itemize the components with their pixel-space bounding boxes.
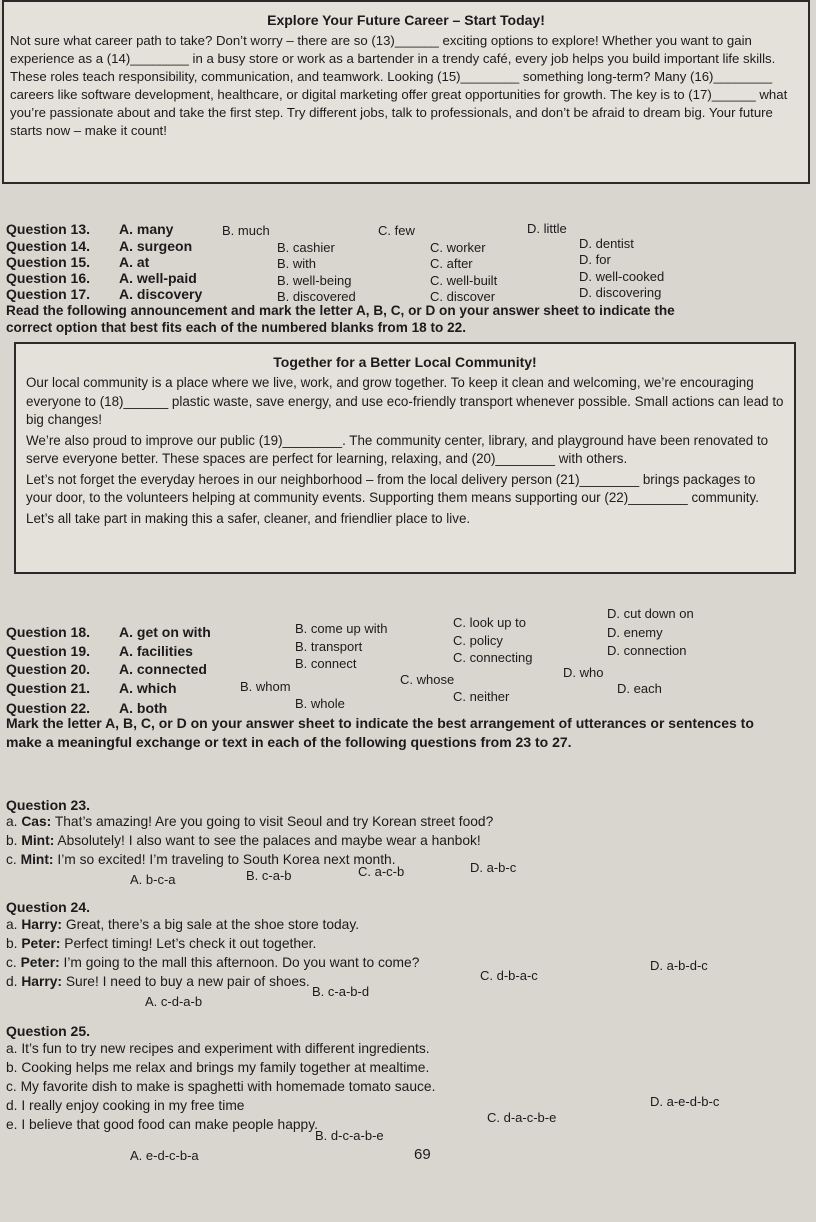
q20-option-d[interactable]: D. connection	[607, 643, 687, 658]
instruction-18-22: Read the following announcement and mark the letter A, B, C, or D on your answer sheet to indicate the correct option that best fits each of the numbered blanks from 18 to 22.	[6, 303, 675, 335]
q18-option-c[interactable]: C. look up to	[453, 615, 526, 630]
q15-option-a[interactable]: A. at	[119, 254, 150, 270]
q13-option-c[interactable]: C. few	[378, 223, 415, 238]
passage-2-p1: Our local community is a place where we live, work, and grow together. To keep it clean and welcoming, we’re encouraging everyone to (18)______ plastic waste, save energy, and use eco-friendly transport whenever possible. Small actions can lead to big changes!	[26, 375, 784, 427]
q19-option-a[interactable]: A. facilities	[119, 643, 193, 659]
q17-option-c[interactable]: C. discover	[430, 289, 496, 304]
q25-option-d[interactable]: D. a-e-d-b-c	[650, 1094, 720, 1109]
q24-option-c[interactable]: C. d-b-a-c	[480, 968, 538, 983]
q17-label: Question 17.	[6, 286, 91, 302]
q25-option-c[interactable]: C. d-a-c-b-e	[487, 1110, 557, 1125]
q14-label: Question 14.	[6, 238, 91, 254]
q21-option-c[interactable]: C. whose	[400, 672, 455, 687]
q23-option-b[interactable]: B. c-a-b	[246, 868, 292, 883]
q23-line-a: a. Cas: That’s amazing! Are you going to visit Seoul and try Korean street food?	[6, 814, 494, 829]
q17-option-a[interactable]: A. discovery	[119, 286, 203, 302]
q21-label: Question 21.	[6, 680, 91, 696]
q17-option-b[interactable]: B. discovered	[277, 289, 356, 304]
q16-option-a[interactable]: A. well-paid	[119, 270, 197, 286]
page-number: 69	[414, 1146, 431, 1163]
q24-option-b[interactable]: B. c-a-b-d	[312, 984, 370, 999]
q25-line-e: e. I believe that good food can make people happy.	[6, 1117, 318, 1132]
passage-1-text: Not sure what career path to take? Don’t worry – there are so (13)______ exciting options to explore! Whether you want to gain experience as a (14)________ in a busy store or work as a bartender in a trendy café, every job helps you build important life skills. These roles teach responsibility, communication, and teamwork. Looking (15)________ something long-term? Many (16)________ careers like software development, healthcare, or digital marketing offer great opportunities for growth. The key is to (17)______ what you’re passionate about and take the first step. Try different jobs, talk to professionals, and don’t be afraid to dream big. Your future starts now – make it count!	[10, 33, 788, 138]
q19-option-c[interactable]: C. policy	[453, 633, 503, 648]
q23-line-b: b. Mint: Absolutely! I also want to see the palaces and maybe wear a hanbok!	[6, 833, 481, 848]
q14-option-c[interactable]: C. worker	[430, 240, 486, 255]
q24-line-a: a. Harry: Great, there’s a big sale at the shoe store today.	[6, 917, 360, 932]
q25-line-a: a. It’s fun to try new recipes and experiment with different ingredients.	[6, 1041, 430, 1056]
q15-option-c[interactable]: C. after	[430, 256, 473, 271]
q19-label: Question 19.	[6, 643, 91, 659]
q25-line-b: b. Cooking helps me relax and brings my family together at mealtime.	[6, 1060, 430, 1075]
q14-option-a[interactable]: A. surgeon	[119, 238, 193, 254]
q20-option-c[interactable]: C. connecting	[453, 650, 533, 665]
q23-option-d[interactable]: D. a-b-c	[470, 860, 517, 875]
passage-2-box	[14, 342, 796, 574]
q20-option-b[interactable]: B. connect	[295, 656, 357, 671]
q24-line-c: c. Peter: I’m going to the mall this afternoon. Do you want to come?	[6, 955, 420, 970]
q15-option-d[interactable]: D. for	[579, 252, 611, 267]
q13-option-d[interactable]: D. little	[527, 221, 567, 236]
q25-label: Question 25.	[6, 1023, 91, 1039]
q19-option-d[interactable]: D. enemy	[607, 625, 663, 640]
q18-option-b[interactable]: B. come up with	[295, 621, 388, 636]
passage-2-title: Together for a Better Local Community!	[273, 354, 537, 370]
q13-label: Question 13.	[6, 221, 91, 237]
q22-label: Question 22.	[6, 700, 91, 716]
q23-line-c: c. Mint: I’m so excited! I’m traveling to South Korea next month.	[6, 852, 396, 867]
q15-label: Question 15.	[6, 254, 91, 270]
instruction-23-27: Mark the letter A, B, C, or D on your answer sheet to indicate the best arrangement of utterances or sentences to make a meaningful exchange or text in each of the following questions from 23 to 27.	[6, 715, 754, 750]
q22-option-d[interactable]: D. each	[617, 681, 662, 696]
q20-label: Question 20.	[6, 661, 91, 677]
q21-option-b[interactable]: B. whom	[240, 679, 291, 694]
q21-option-d[interactable]: D. who	[563, 665, 604, 680]
q24-line-b: b. Peter: Perfect timing! Let’s check it out together.	[6, 936, 317, 951]
passage-1-title: Explore Your Future Career – Start Today!	[267, 12, 545, 28]
q25-option-b[interactable]: B. d-c-a-b-e	[315, 1128, 384, 1143]
q18-option-a[interactable]: A. get on with	[119, 624, 211, 640]
q25-line-c: c. My favorite dish to make is spaghetti with homemade tomato sauce.	[6, 1079, 436, 1094]
q16-option-c[interactable]: C. well-built	[430, 273, 498, 288]
passage-1-box	[2, 0, 810, 184]
q13-option-a[interactable]: A. many	[119, 221, 174, 237]
q16-option-d[interactable]: D. well-cooked	[579, 269, 665, 284]
q24-line-d: d. Harry: Sure! I need to buy a new pair of shoes.	[6, 974, 310, 989]
q21-option-a[interactable]: A. which	[119, 680, 177, 696]
passage-2-p2: We’re also proud to improve our public (19)________. The community center, library, and playground have been renovated to serve everyone better. These spaces are perfect for learning, relaxing, and (20)________ with others.	[26, 432, 769, 466]
q23-option-c[interactable]: C. a-c-b	[358, 864, 405, 879]
q22-option-b[interactable]: B. whole	[295, 696, 345, 711]
q20-option-a[interactable]: A. connected	[119, 661, 207, 677]
q16-option-b[interactable]: B. well-being	[277, 273, 352, 288]
passage-2-p4: Let’s all take part in making this a safer, cleaner, and friendlier place to live.	[26, 510, 471, 526]
q14-option-b[interactable]: B. cashier	[277, 240, 335, 255]
q14-option-d[interactable]: D. dentist	[579, 236, 634, 251]
q18-option-d[interactable]: D. cut down on	[607, 606, 694, 621]
q24-label: Question 24.	[6, 899, 91, 915]
q25-option-a[interactable]: A. e-d-c-b-a	[130, 1148, 199, 1163]
q24-option-d[interactable]: D. a-b-d-c	[650, 958, 708, 973]
passage-2-p3: Let’s not forget the everyday heroes in our neighborhood – from the local delivery person (21)________ brings packages to your door, to the volunteers helping at community events. Supporting them means supporting our (22)________ community.	[26, 471, 759, 505]
q19-option-b[interactable]: B. transport	[295, 639, 363, 654]
q17-option-d[interactable]: D. discovering	[579, 285, 662, 300]
q23-label: Question 23.	[6, 797, 91, 813]
q13-option-b[interactable]: B. much	[222, 223, 270, 238]
q25-line-d: d. I really enjoy cooking in my free time	[6, 1098, 245, 1113]
q22-option-a[interactable]: A. both	[119, 700, 168, 716]
q15-option-b[interactable]: B. with	[277, 256, 317, 271]
q18-label: Question 18.	[6, 624, 91, 640]
q24-option-a[interactable]: A. c-d-a-b	[145, 994, 203, 1009]
q23-option-a[interactable]: A. b-c-a	[130, 872, 176, 887]
q16-label: Question 16.	[6, 270, 91, 286]
q22-option-c[interactable]: C. neither	[453, 689, 510, 704]
